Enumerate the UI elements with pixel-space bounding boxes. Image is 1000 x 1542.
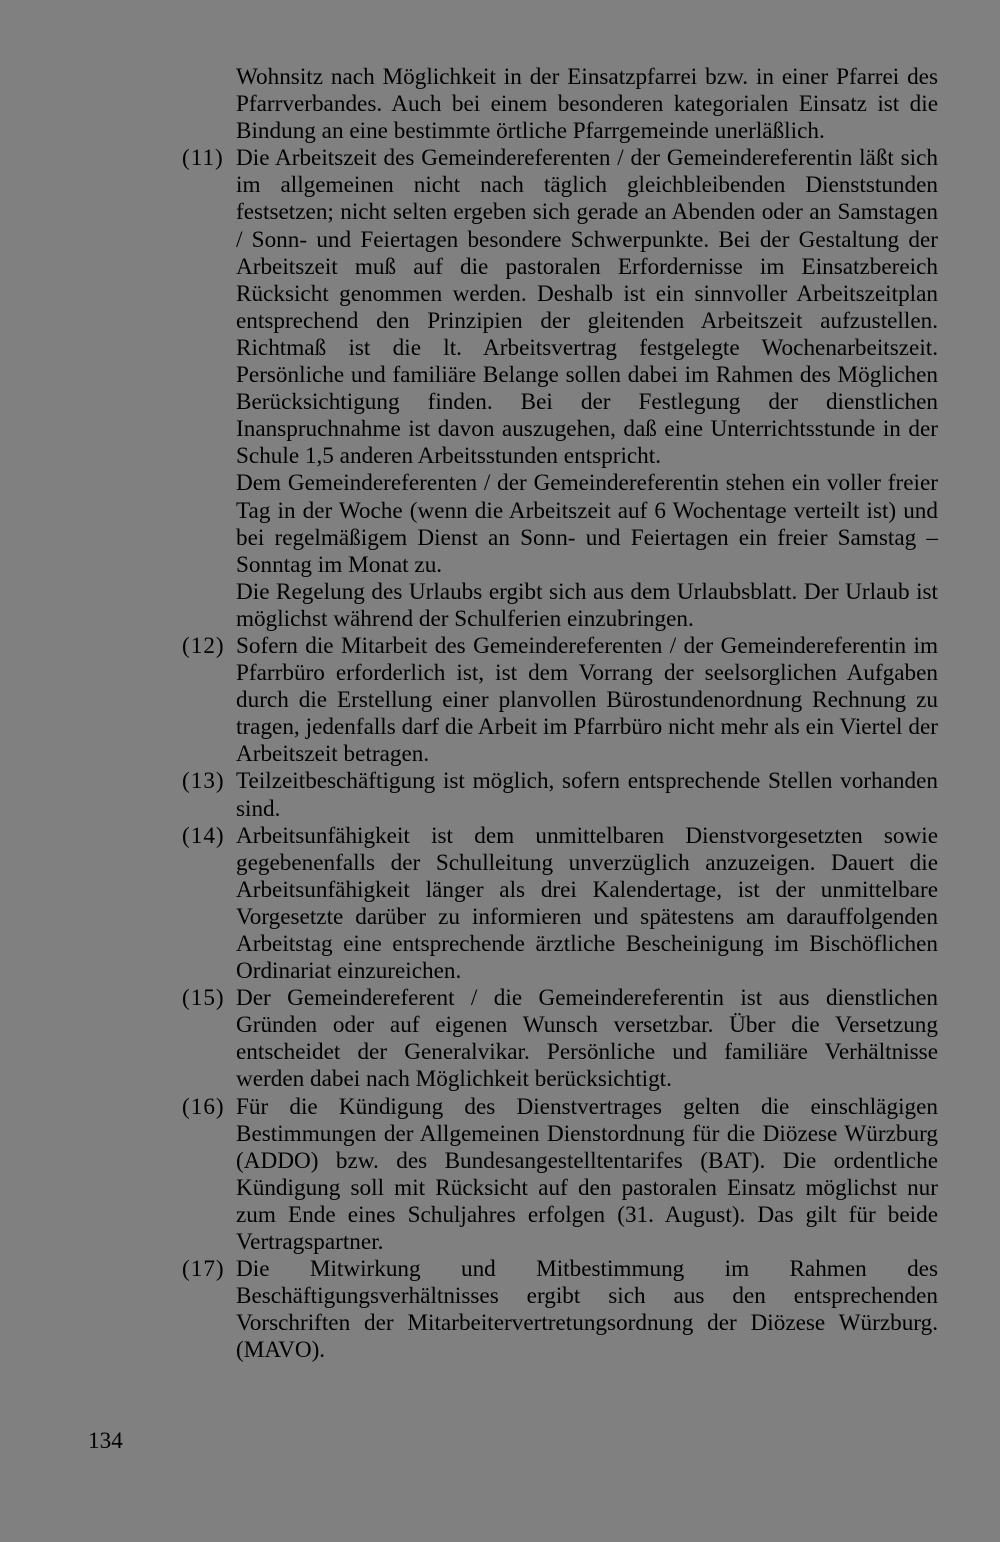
paragraph-number: (13) [182,768,225,795]
paragraph-text [236,1256,938,1364]
paragraph-block: Teilzeitbeschäftigung ist möglich, sofern entsprechende Stellen vorhanden sind. [236,768,938,822]
body-text [182,64,938,1365]
paragraph-12 [182,633,938,768]
paragraph-number: (11) [182,145,224,172]
paragraph-block: Sofern die Mitarbeit des Gemeindereferenten / der Gemeindereferentin im Pfarrbüro erforderlich ist, ist dem Vorrang der seelsorglichen Aufgaben durch die Erstellung einer planvollen Bürostundenordnung Rechnung zu tragen, jedenfalls darf die Arbeit im Pfarrbüro nicht mehr als ein Viertel der Arbeitszeit betragen. [236,632,938,768]
paragraph-block: Dem Gemeindereferenten / der Gemeindereferentin stehen ein voller freier Tag in der Woche (wenn die Arbeitszeit auf 6 Wochentage verteilt ist) und bei regelmäßigem Dienst an Sonn- und Feiertagen ein freier Samstag – Sonntag im Monat zu. [236,470,938,578]
paragraph-number: (16) [182,1093,225,1120]
paragraph-number: (12) [182,632,225,659]
paragraph-number: (15) [182,985,225,1012]
paragraph-block: Für die Kündigung des Dienstvertrages gelten die einschlägigen Bestimmungen der Allgemeinen Dienstordnung für die Diözese Würzburg (ADDO) bzw. des Bundesangestelltentarifes (BAT). Die ordentliche Kündigung soll mit Rücksicht auf den pastoralen Einsatz möglichst nur zum Ende eines Schuljahres erfolgen (31. August). Das gilt für beide Vertragspartner. [236,1093,938,1256]
paragraph-13 [182,768,938,822]
paragraph-text [236,145,938,633]
paragraph-11 [182,145,938,633]
paragraph-17 [182,1256,938,1364]
paragraph-number: (14) [182,822,225,849]
paragraph-text [236,633,938,768]
paragraph-text [236,823,938,986]
paragraph-15 [182,985,938,1093]
paragraph-block: Die Regelung des Urlaubs ergibt sich aus dem Urlaubsblatt. Der Urlaub ist möglichst während der Schulferien einzubringen. [236,578,938,632]
paragraph-block: Die Arbeitszeit des Gemeindereferenten / der Gemeindereferentin läßt sich im allgemeinen nicht nach täglich gleichbleibenden Dienststunden festsetzen; nicht selten ergeben sich gerade an Abenden oder an Samstagen / Sonn- und Feiertagen besondere Schwerpunkte. Bei der Gestaltung der Arbeitszeit muß auf die pastoralen Erfordernisse im Einsatzbereich Rücksicht genommen werden. Deshalb ist ein sinnvoller Arbeitszeitplan entsprechend den Prinzipien der gleitenden Arbeitszeit aufzustellen. Richtmaß ist die lt. Arbeitsvertrag festgelegte Wochenarbeitszeit. Persönliche und familiäre Belange sollen dabei im Rahmen des Möglichen Berücksichtigung finden. Bei der Festlegung der dienstlichen Inanspruchnahme ist davon auszugehen, daß eine Unterrichtsstunde in der Schule 1,5 anderen Arbeitsstunden entspricht. [236,145,938,470]
paragraph-block: Arbeitsunfähigkeit ist dem unmittelbaren Dienstvorgesetzten sowie gegebenenfalls der Schulleitung unverzüglich anzuzeigen. Dauert die Arbeitsunfähigkeit länger als drei Kalendertage, ist der unmittelbare Vorgesetzte darüber zu informieren und spätestens am darauffolgenden Arbeitstag eine entsprechende ärztliche Bescheinigung im Bischöflichen Ordinariat einzureichen. [236,822,938,985]
paragraph-16 [182,1094,938,1257]
page-number: 134 [88,1428,123,1454]
paragraph-14 [182,823,938,986]
paragraph-text [236,64,938,145]
paragraph-block: Wohnsitz nach Möglichkeit in der Einsatzpfarrei bzw. in einer Pfarrei des Pfarrverbandes. Auch bei einem besonderen kategorialen Einsatz ist die Bindung an eine bestimmte örtliche Pfarrgemeinde unerläßlich. [236,64,938,145]
paragraph-number: (17) [182,1256,225,1283]
paragraph-text [236,768,938,822]
paragraph-continuation [182,64,938,145]
paragraph-text [236,1094,938,1257]
paragraph-block: Der Gemeindereferent / die Gemeindereferentin ist aus dienstlichen Gründen oder auf eigenen Wunsch versetzbar. Über die Versetzung entscheidet der Generalvikar. Persönliche und familiäre Verhältnisse werden dabei nach Möglichkeit berücksichtigt. [236,985,938,1093]
paragraph-text [236,985,938,1093]
paragraph-block: Die Mitwirkung und Mitbestimmung im Rahmen des Beschäftigungsverhältnisses ergibt sich aus den entsprechenden Vorschriften der Mitarbeitervertretungsordnung der Diözese Würzburg. (MAVO). [236,1256,938,1364]
